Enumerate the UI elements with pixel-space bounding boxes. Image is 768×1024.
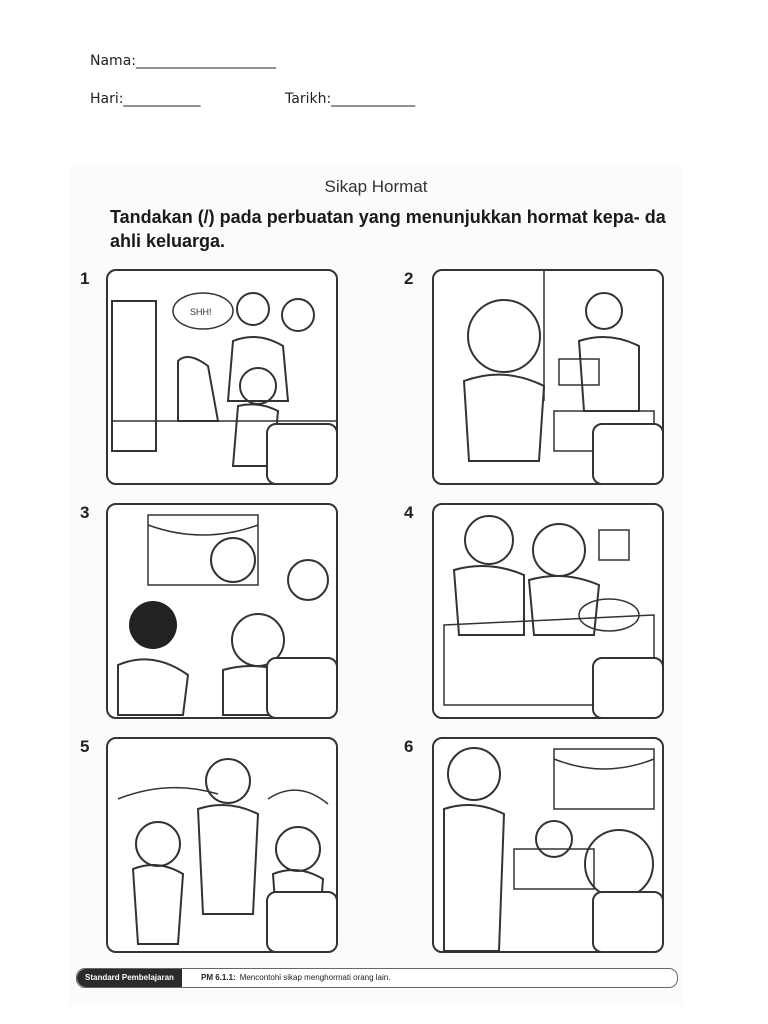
panel-number-4: 4 [404, 503, 414, 522]
checkbox-panel-1[interactable] [266, 423, 338, 485]
picture-panel-5 [106, 737, 338, 953]
standard-code: PM 6.1.1: [201, 973, 236, 982]
picture-panel-1 [106, 269, 338, 485]
speech-bubble-text: SHH! [190, 307, 212, 317]
panel-number-2: 2 [404, 269, 414, 288]
standard-description: Mencontohi sikap menghormati orang lain. [239, 973, 391, 982]
worksheet-instruction: Tandakan (/) pada perbuatan yang menunjukkan hormat kepa- da ahli keluarga. [110, 207, 666, 251]
panel-number-5: 5 [80, 737, 90, 756]
checkbox-panel-5[interactable] [266, 891, 338, 953]
checkbox-panel-3[interactable] [266, 657, 338, 719]
worksheet-scan [70, 165, 682, 1005]
worksheet-title: Sikap Hormat [324, 177, 428, 196]
learning-standard-footer [76, 968, 678, 988]
picture-panel-6 [432, 737, 664, 953]
picture-panel-3 [106, 503, 338, 719]
panel-number-3: 3 [80, 503, 90, 522]
checkbox-panel-2[interactable] [592, 423, 664, 485]
picture-panel-2 [432, 269, 664, 485]
picture-panel-4 [432, 503, 664, 719]
name-field-line[interactable]: Nama:____________________ [90, 53, 276, 69]
panel-number-6: 6 [404, 737, 414, 756]
panel-number-1: 1 [80, 269, 90, 288]
checkbox-panel-4[interactable] [592, 657, 664, 719]
checkbox-panel-6[interactable] [592, 891, 664, 953]
date-field-line[interactable]: Tarikh:____________ [285, 91, 416, 107]
day-field-line[interactable]: Hari:___________ [90, 91, 201, 107]
standard-label: Standard Pembelajaran [77, 969, 182, 987]
